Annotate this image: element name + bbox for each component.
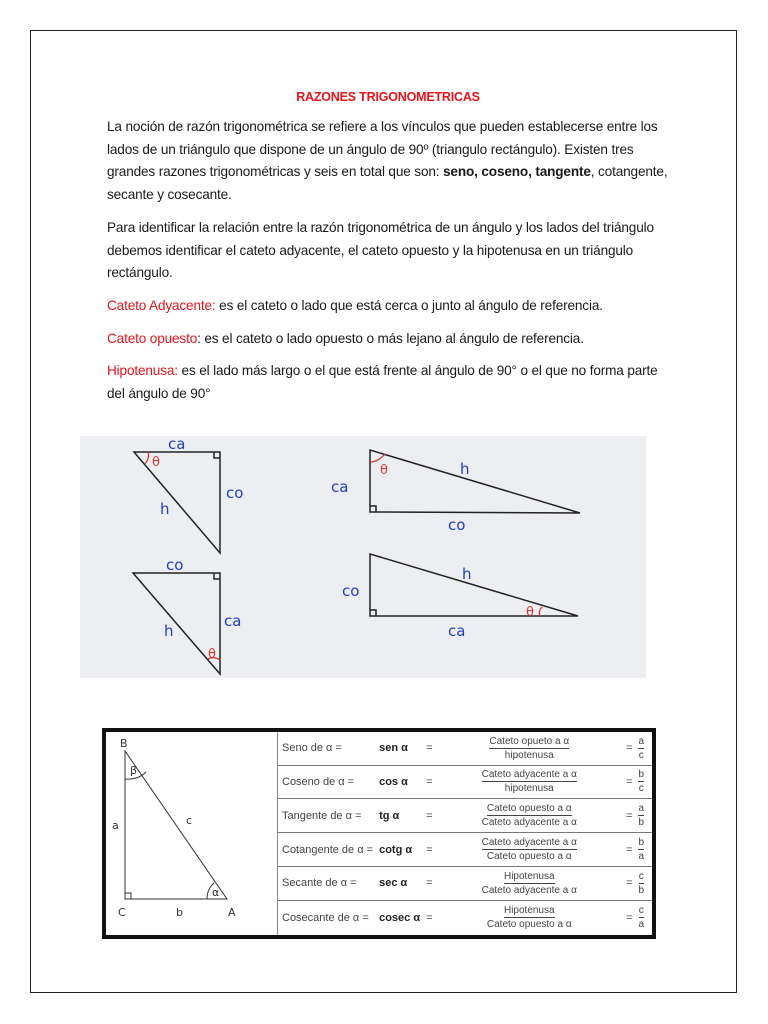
h-label: h: [460, 459, 470, 478]
intro-paragraph: [107, 116, 669, 207]
fraction-denominator: hipotenusa: [504, 749, 554, 761]
right-angle-mark: [370, 610, 376, 616]
definition-text: es el cateto o lado que está cerca o junto al ángulo de referencia.: [215, 297, 603, 313]
intro-text: La noción de razón trigonométrica se refiere a los vínculos que pueden establecerse entre los lados de un triángulo que dispone de un ángulo de 90º (triangulo rectángulo). Existen tres grandes razones trigonométricas y seis en total que son:: [107, 119, 658, 180]
ratio-function: cosec α: [379, 911, 421, 924]
identify-paragraph: Para identificar la relación entre la razón trigonométrica de un ángulo y los lados del triángulo debemos identificar el cateto adyacente, el cateto opuesto y la hipotenusa en un triángulo rectángulo.: [107, 219, 654, 281]
triangle-2: [133, 573, 220, 674]
right-angle-mark: [370, 506, 376, 512]
ratio-fraction: [436, 766, 623, 800]
right-angle-mark: [214, 573, 220, 579]
triangles-drawing: [80, 436, 646, 678]
ca-label: ca: [331, 477, 349, 496]
fraction-denominator: Cateto adyacente a α: [481, 817, 577, 829]
reference-triangle: [106, 732, 278, 935]
ratio-fraction: [436, 732, 623, 766]
definition-text: es el cateto o lado opuesto o más lejano al ángulo de referencia.: [200, 330, 584, 346]
result-numerator: a: [638, 803, 644, 815]
equals-sign: =: [623, 732, 635, 766]
ratio-fraction: [436, 799, 623, 833]
ratio-fraction: [436, 833, 623, 867]
angle-arc: [539, 607, 542, 616]
equals-sign: =: [626, 911, 633, 924]
theta-label: θ: [208, 646, 216, 662]
result-numerator: b: [638, 837, 644, 849]
fraction-denominator: Cateto opuesto a α: [486, 919, 572, 931]
equals-sign: =: [423, 833, 435, 867]
equals-sign: =: [623, 867, 635, 901]
ratio-function: sec α: [376, 867, 423, 901]
result-denominator: c: [638, 749, 644, 761]
co-label: co: [342, 581, 360, 600]
angle-arc: [370, 454, 385, 462]
result-denominator: a: [638, 851, 644, 863]
definition-sep: :: [197, 330, 201, 346]
equals-sign: =: [423, 799, 435, 833]
definition-term: Cateto opuesto: [107, 330, 198, 346]
ratio-result: [635, 766, 652, 800]
ratio-fraction: [436, 901, 623, 935]
fraction-numerator: Hipotenusa: [503, 905, 555, 917]
co-label: co: [226, 483, 244, 502]
result-numerator: c: [638, 905, 644, 917]
definition-hypotenuse: [107, 360, 669, 405]
definition-opposite: [107, 328, 669, 351]
equals-sign: =: [423, 766, 435, 800]
angle-arc: [145, 452, 149, 464]
ca-label: ca: [168, 435, 186, 453]
result-denominator: c: [638, 783, 644, 795]
ratio-function: tg α: [376, 799, 423, 833]
vertex-c-label: C: [118, 905, 126, 919]
fraction-numerator: Cateto opueto a α: [489, 735, 570, 747]
fraction-denominator: Cateto adyacente a α: [481, 884, 577, 896]
ratio-fraction: [436, 867, 623, 901]
ratio-result: [635, 833, 652, 867]
beta-label: β: [130, 763, 138, 777]
definition-text: es el lado más largo o el que está frente al ángulo de 90° o el que no forma parte del ángulo de 90°: [107, 363, 658, 402]
fraction-denominator: hipotenusa: [504, 783, 554, 795]
document-content: [107, 90, 669, 939]
result-denominator: b: [638, 884, 644, 896]
equals-sign: =: [623, 833, 635, 867]
ratio-label: Coseno de α =: [278, 766, 376, 800]
h-label: h: [164, 621, 174, 640]
definition-adjacent: [107, 295, 669, 318]
ratio-rows: [278, 732, 652, 935]
equals-sign: =: [623, 799, 635, 833]
fraction-numerator: Cateto opuesto a α: [486, 803, 572, 815]
theta-label: θ: [152, 454, 160, 470]
result-denominator: b: [638, 817, 644, 829]
result-numerator: a: [638, 735, 644, 747]
fraction-numerator: Cateto adyacente a α: [481, 769, 577, 781]
side-b-label: b: [176, 905, 183, 919]
ratio-label: Cosecante de α =: [282, 911, 369, 924]
equals-sign: =: [423, 732, 435, 766]
intro-bold: seno, coseno, tangente: [443, 164, 591, 180]
definition-term: Hipotenusa:: [107, 363, 178, 379]
theta-label: θ: [380, 462, 388, 478]
ratio-function: sen α: [376, 732, 423, 766]
result-numerator: b: [638, 769, 644, 781]
trig-ratios-table: [102, 728, 656, 939]
result-denominator: a: [638, 919, 644, 931]
result-numerator: c: [638, 870, 644, 882]
ratio-result: [635, 901, 652, 935]
co-label: co: [166, 555, 184, 574]
side-a-label: a: [112, 818, 119, 832]
ratio-label: Cotangente de α =: [278, 833, 376, 867]
fraction-denominator: Cateto opuesto a α: [486, 851, 572, 863]
alpha-label: α: [212, 885, 220, 899]
ca-label: ca: [448, 621, 466, 640]
reference-triangle-drawing: [106, 732, 277, 930]
document-title: RAZONES TRIGONOMETRICAS: [296, 90, 480, 104]
triangle-4: [370, 554, 578, 616]
side-c-label: c: [186, 813, 193, 827]
theta-label: θ: [526, 604, 534, 620]
intro-text-end: , cotangente, secante y cosecante.: [107, 164, 668, 203]
ratio-label: Secante de α =: [278, 867, 376, 901]
ratio-function: cotg α: [376, 833, 423, 867]
triangle-3: [370, 450, 580, 513]
ratio-result: [635, 867, 652, 901]
vertex-a-label: A: [228, 905, 236, 919]
co-label: co: [448, 515, 466, 534]
ratio-result: [635, 732, 652, 766]
equals-sign: =: [423, 867, 435, 901]
ca-label: ca: [224, 611, 242, 630]
h-label: h: [160, 499, 170, 518]
triangles-figure: [80, 436, 646, 678]
fraction-numerator: Cateto adyacente a α: [481, 837, 577, 849]
ratio-function: cos α: [376, 766, 423, 800]
ratio-label: Seno de α =: [278, 732, 376, 766]
ratio-result: [635, 799, 652, 833]
triangle-1: [134, 452, 220, 553]
vertex-b-label: B: [120, 736, 128, 750]
h-label: h: [462, 564, 472, 583]
right-angle-mark: [214, 452, 220, 458]
ratio-label: Tangente de α =: [278, 799, 376, 833]
equals-sign: =: [426, 911, 433, 924]
fraction-numerator: Hipotenusa: [503, 870, 555, 882]
equals-sign: =: [623, 766, 635, 800]
definition-term: Cateto Adyacente:: [107, 297, 216, 313]
